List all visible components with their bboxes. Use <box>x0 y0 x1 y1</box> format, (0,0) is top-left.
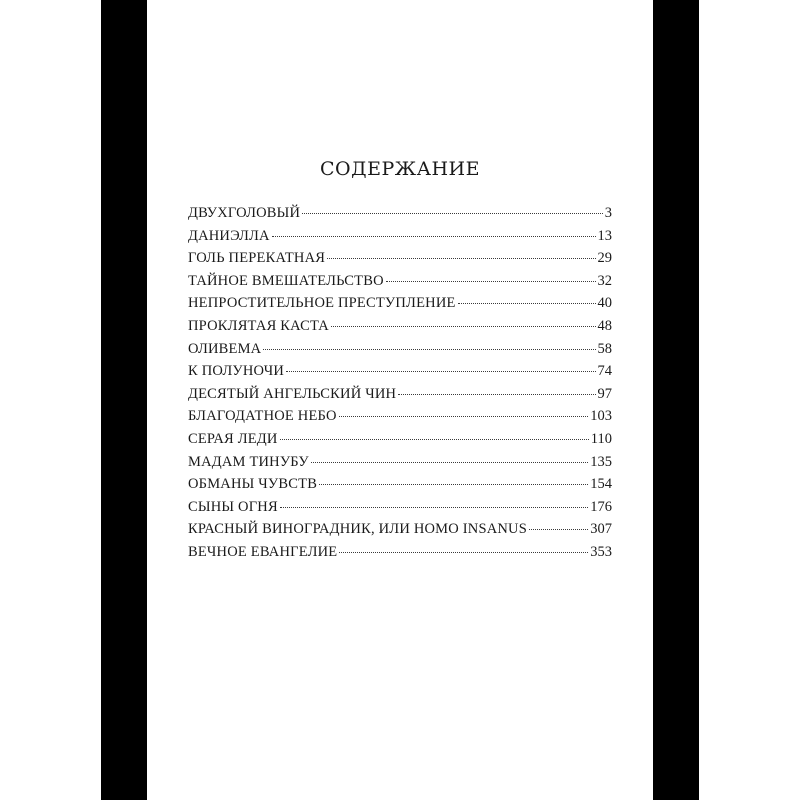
toc-entry <box>188 363 612 386</box>
toc-page-number: 32 <box>597 272 612 289</box>
toc-entry <box>188 544 612 567</box>
toc-entry-title: НЕПРОСТИТЕЛЬНОЕ ПРЕСТУПЛЕНИЕ <box>188 295 456 312</box>
toc-page-number: 135 <box>590 453 612 470</box>
toc-page-number: 307 <box>590 521 612 538</box>
toc-entry-title: ДВУХГОЛОВЫЙ <box>188 205 301 221</box>
dot-leader <box>529 529 588 530</box>
toc-entry <box>188 273 612 296</box>
toc-entry-title: СЫНЫ ОГНЯ <box>188 498 278 515</box>
toc-entry-title: СЕРАЯ ЛЕДИ <box>188 430 278 447</box>
toc-page-number: 176 <box>590 498 612 515</box>
toc-page-number: 97 <box>597 385 612 402</box>
toc-entry <box>188 408 612 431</box>
dot-leader <box>263 349 595 350</box>
dot-leader <box>327 258 595 259</box>
toc-entry <box>188 521 612 544</box>
dot-leader <box>302 213 603 214</box>
dot-leader <box>280 507 588 508</box>
dot-leader <box>286 371 595 372</box>
toc-entry <box>188 318 612 341</box>
dot-leader <box>280 439 589 440</box>
toc-page-number: 40 <box>597 295 612 312</box>
toc-page-number: 103 <box>590 408 612 425</box>
toc-entry <box>188 341 612 364</box>
toc-entry <box>188 499 612 522</box>
toc-entry <box>188 476 612 499</box>
toc-page-number: 58 <box>597 340 612 357</box>
toc-entry <box>188 250 612 273</box>
toc-entry <box>188 386 612 409</box>
dot-leader <box>272 236 596 237</box>
table-of-contents <box>188 205 612 567</box>
toc-page-number: 110 <box>590 430 612 447</box>
toc-page-number: 48 <box>597 317 612 334</box>
dot-leader <box>331 326 596 327</box>
toc-entry-title: ВЕЧНОЕ ЕВАНГЕЛИЕ <box>188 543 338 560</box>
dot-leader <box>311 462 588 463</box>
right-black-border <box>653 0 699 800</box>
dot-leader <box>339 552 588 553</box>
toc-entry-title: ПРОКЛЯТАЯ КАСТА <box>188 317 329 334</box>
dot-leader <box>458 303 596 304</box>
toc-entry <box>188 228 612 251</box>
toc-page-number: 3 <box>604 205 612 221</box>
toc-entry-title: ОЛИВЕМА <box>188 340 262 357</box>
toc-entry <box>188 431 612 454</box>
toc-page-number: 154 <box>590 476 612 493</box>
book-page <box>147 0 653 800</box>
toc-entry-title: МАДАМ ТИНУБУ <box>188 453 309 470</box>
dot-leader <box>319 484 588 485</box>
toc-page-number: 353 <box>590 543 612 560</box>
dot-leader <box>339 416 589 417</box>
toc-entry-title: ДЕСЯТЫЙ АНГЕЛЬСКИЙ ЧИН <box>188 385 397 402</box>
toc-entry-title: К ПОЛУНОЧИ <box>188 363 285 380</box>
toc-page-number: 13 <box>597 227 612 244</box>
toc-entry-title: БЛАГОДАТНОЕ НЕБО <box>188 408 337 425</box>
dot-leader <box>398 394 595 395</box>
left-black-border <box>101 0 147 800</box>
toc-page-number: 29 <box>597 250 612 267</box>
dot-leader <box>386 281 596 282</box>
page-title: СОДЕРЖАНИЕ <box>320 158 480 180</box>
toc-entry <box>188 205 612 228</box>
toc-page-number: 74 <box>597 363 612 380</box>
toc-entry-title: ОБМАНЫ ЧУВСТВ <box>188 476 318 493</box>
toc-entry-title: КРАСНЫЙ ВИНОГРАДНИК, ИЛИ HOMO INSANUS <box>188 521 527 538</box>
toc-entry-title: ГОЛЬ ПЕРЕКАТНАЯ <box>188 250 326 267</box>
toc-entry-title: ДАНИЭЛЛА <box>188 227 270 244</box>
toc-entry-title: ТАЙНОЕ ВМЕШАТЕЛЬСТВО <box>188 272 384 289</box>
toc-entry <box>188 454 612 477</box>
toc-entry <box>188 295 612 318</box>
